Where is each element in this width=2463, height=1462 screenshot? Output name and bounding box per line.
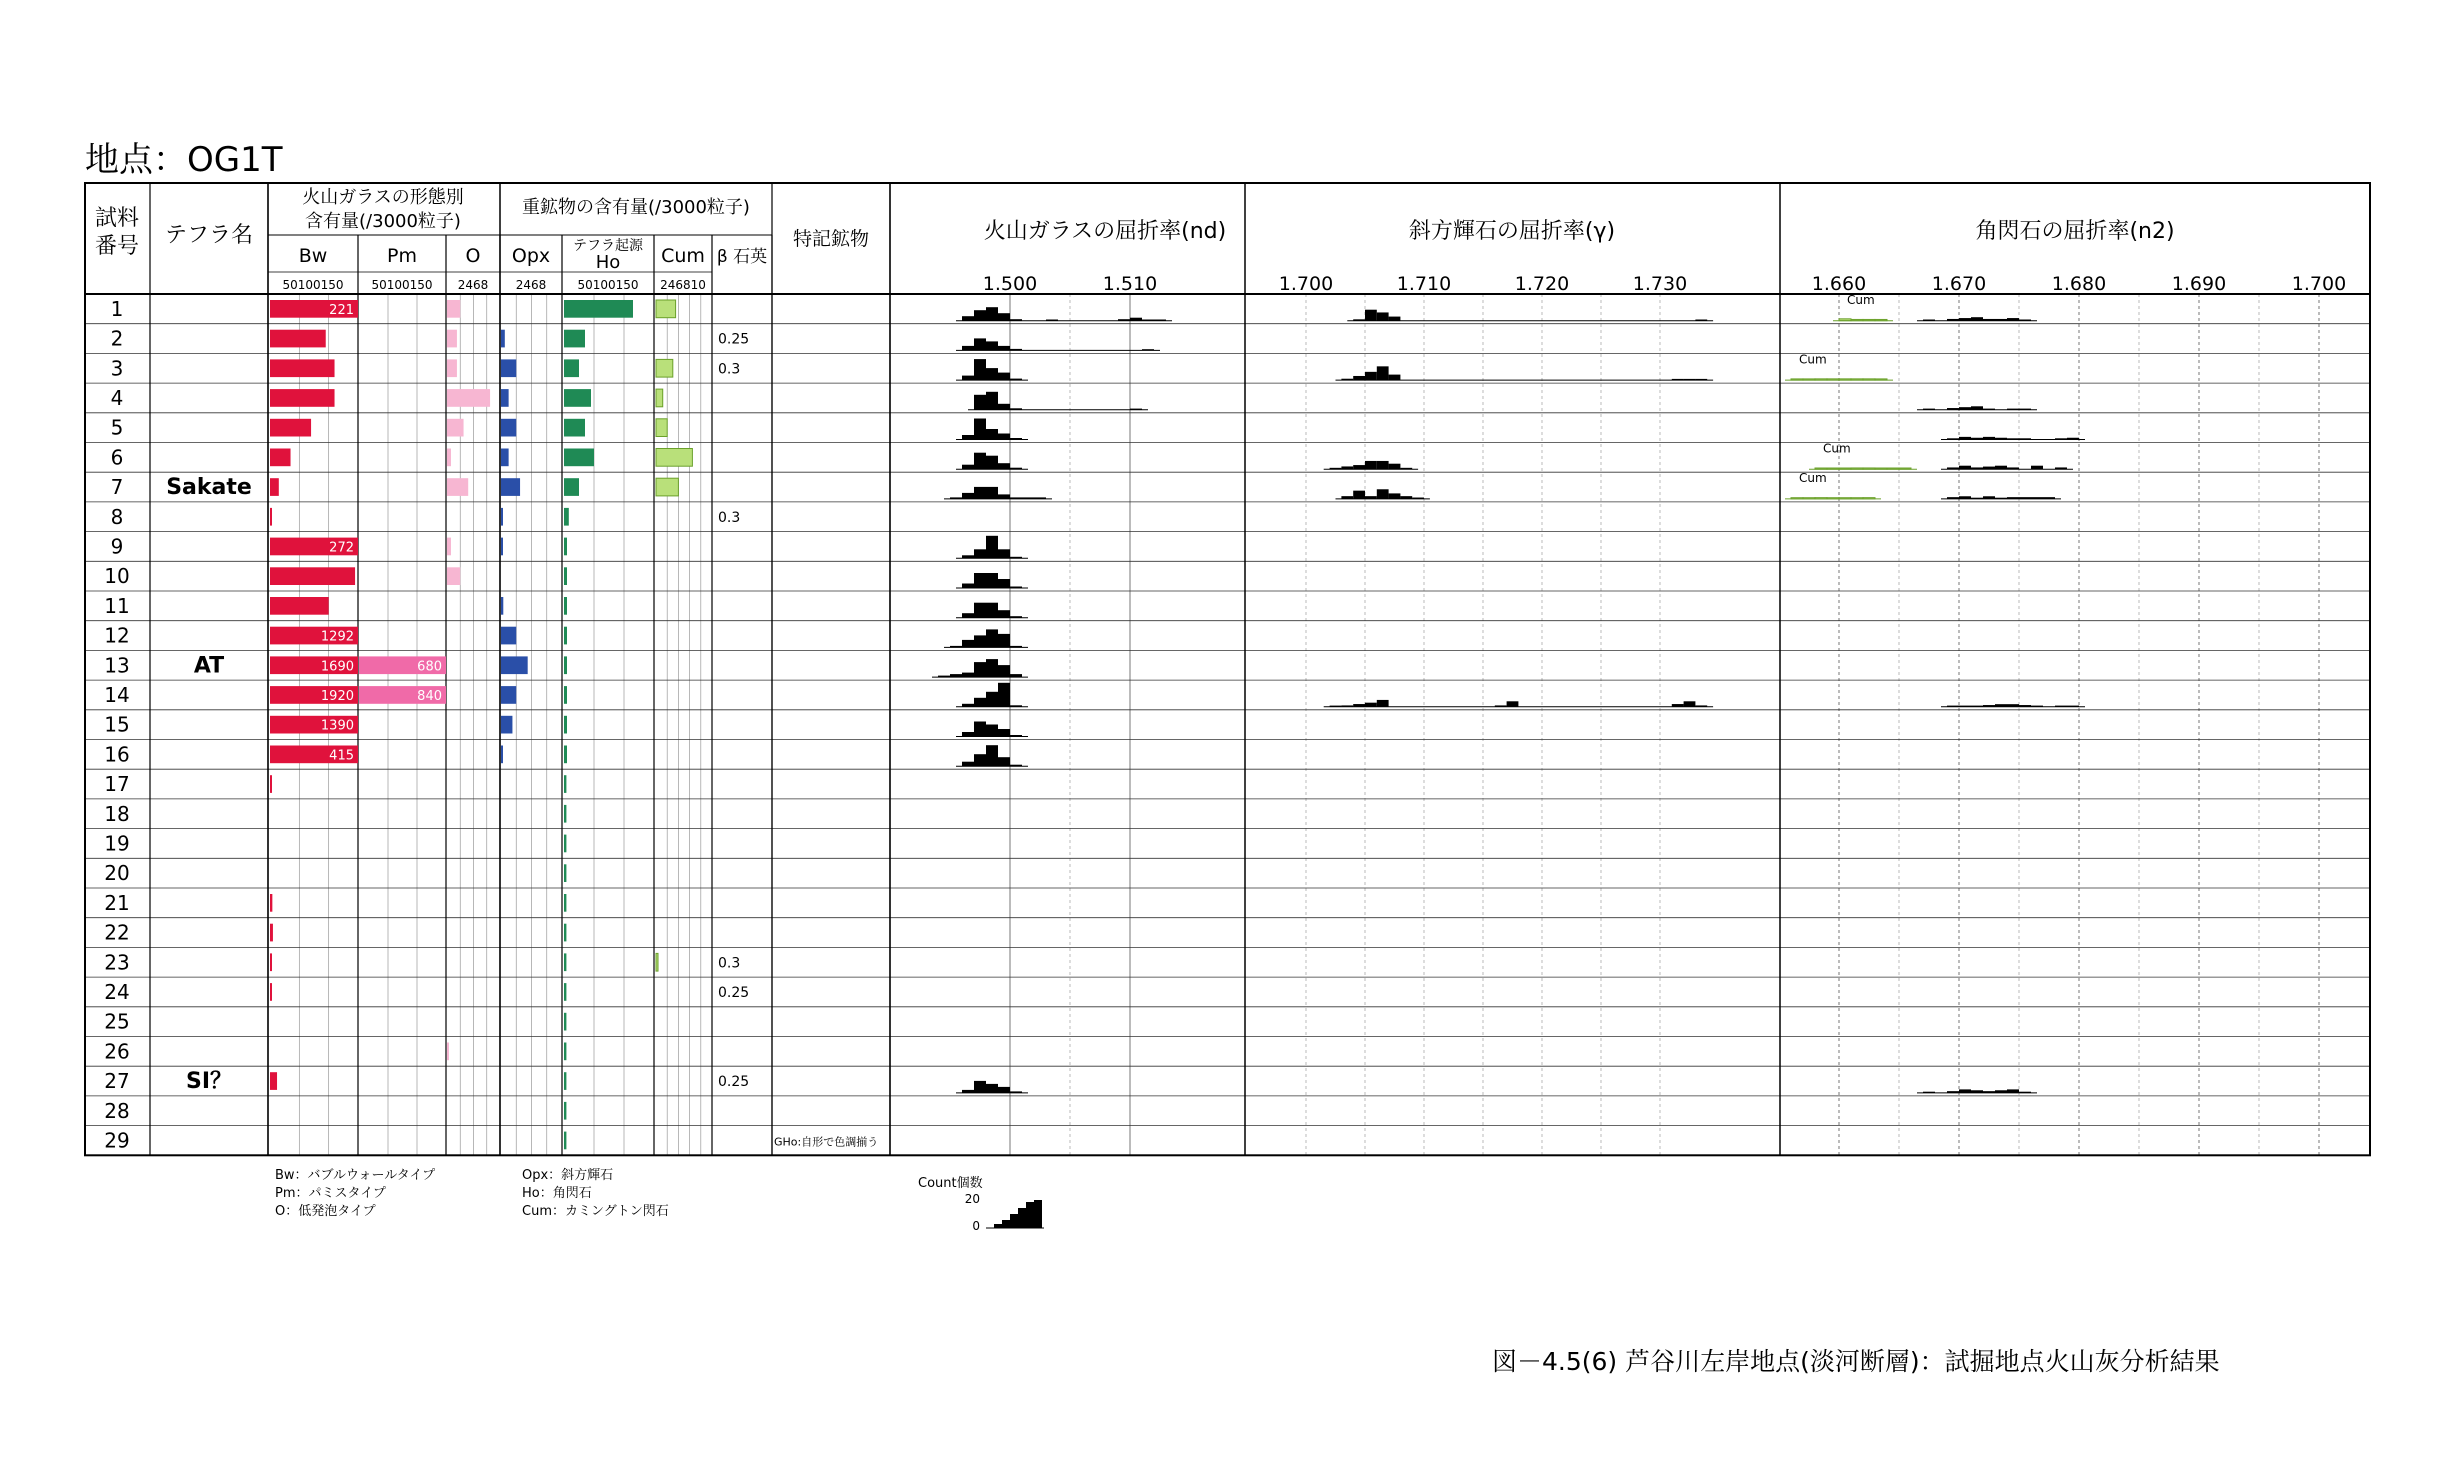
ho-hist-bar [2031,466,2043,470]
header-pm: Pm [387,245,417,267]
ho-bar [564,1072,566,1090]
opx-ri-tick-label: 1.700 [1278,273,1334,295]
sample-number: 12 [104,623,130,648]
bw-bar [270,775,272,793]
ho-bar [564,1102,566,1120]
opx-hist-bar [1377,312,1389,320]
ho-bar [564,389,591,407]
count-legend-min: 0 [972,1219,980,1233]
count-legend-bar [1026,1202,1034,1228]
sample-number: 29 [104,1128,130,1153]
legend-ho: Ho：角閃石 [522,1186,592,1201]
subscale-o: 2468 [457,278,489,292]
opx-hist-bar [1389,493,1401,499]
glass-hist-bar [998,346,1010,351]
header-heavy-group: 重鉱物の含有量(/3000粒子) [522,197,750,218]
glass-hist-bar [962,673,974,678]
glass-hist-bar [986,429,998,440]
sample-number: 7 [110,475,124,500]
opx-hist-bar [1353,491,1365,499]
bw-bar [270,1072,277,1090]
glass-hist-bar [962,376,974,381]
o-bar [447,330,457,348]
header-sample-no: 番号 [94,234,140,259]
ho-bar [564,419,585,437]
cum-bar [656,419,667,437]
glass-hist-bar [986,659,998,677]
glass-hist-bar [986,573,998,588]
quartz-value: 0.3 [718,361,741,378]
glass-hist-bar [998,434,1010,440]
ho-bar [564,567,567,585]
bw-bar-label: 1292 [320,629,354,645]
opx-hist-bar [1684,701,1696,707]
glass-hist-bar [998,404,1010,410]
glass-hist-bar [962,493,974,499]
ho-hist-bar [2007,1089,2019,1093]
sample-number: 28 [104,1098,130,1123]
header-opx-ri: 斜方輝石の屈折率(γ) [1408,219,1616,244]
subscale-cum: 246810 [660,278,706,292]
glass-hist-bar [998,1087,1010,1093]
glass-hist-bar [998,549,1010,558]
ho-hist-bar [1971,406,1983,410]
bw-bar [270,389,335,407]
legend-pm: Pm：パミスタイプ [275,1186,386,1201]
glass-hist-bar [974,310,986,321]
header-bw: Bw [298,245,328,267]
glass-hist-bar [998,634,1010,648]
glass-hist-bar [974,722,986,737]
legend-opx: Opx：斜方輝石 [522,1168,614,1183]
bw-bar [270,894,272,912]
ho-ri-tick-label: 1.690 [2171,273,2227,295]
glass-hist-bar [962,346,974,351]
sample-number: 10 [104,564,130,589]
sample-number: 21 [104,890,130,915]
legend-o: O：低発泡タイプ [275,1204,376,1219]
glass-hist-bar [998,665,1010,677]
o-bar [447,1043,449,1061]
sample-number: 22 [104,920,130,945]
cum-hist-label: Cum [1847,293,1875,307]
header-ho: Ho [595,252,621,273]
sample-number: 19 [104,831,130,856]
opx-hist-bar [1353,465,1365,469]
sample-number: 23 [104,950,130,975]
glass-hist-bar [986,692,998,707]
sample-number: 5 [110,415,124,440]
opx-hist-bar [1365,372,1377,380]
tephra-name: AT [193,653,225,679]
bw-bar-label: 272 [329,540,354,556]
glass-hist-bar [998,729,1010,737]
sample-number: 25 [104,1009,130,1034]
opx-hist-bar [1389,375,1401,381]
o-bar [447,478,468,496]
glass-hist-bar [998,313,1010,321]
glass-hist-bar [974,635,986,647]
glass-hist-bar [986,368,998,380]
sample-number: 20 [104,861,130,886]
subscale-bw: 50100150 [282,278,344,292]
cum-bar [656,359,673,377]
glass-hist-bar [962,640,974,648]
ho-hist-bar [1959,466,1971,470]
ho-ri-tick-label: 1.660 [1811,273,1867,295]
count-legend-label: Count個数 [918,1176,983,1191]
cum-hist-label: Cum [1799,352,1827,367]
opx-hist-bar [1377,700,1389,707]
glass-hist-bar [986,603,998,618]
ho-bar [564,300,633,318]
glass-hist-bar [986,307,998,321]
glass-hist-bar [986,392,998,410]
o-bar [447,389,490,407]
bw-bar [270,924,273,942]
glass-hist-bar [962,584,974,589]
glass-hist-bar [998,579,1010,588]
sample-number: 14 [104,682,130,707]
count-legend-bar [1034,1200,1042,1228]
opx-bar [501,419,516,437]
legend-cum: Cum：カミングトン閃石 [522,1204,669,1219]
ho-hist-bar [1995,466,2007,470]
ho-ri-tick-label: 1.670 [1931,273,1987,295]
opx-bar [501,597,503,615]
opx-bar [501,478,520,496]
glass-hist-bar [962,316,974,321]
header-ho: テフラ起源 [573,238,643,254]
header-glass-group: 含有量(/3000粒子) [305,211,461,232]
glass-hist-bar [998,757,1010,766]
ho-bar [564,508,569,526]
pm-bar-label: 680 [417,659,442,675]
glass-hist-bar [962,613,974,618]
glass-hist-bar [974,698,986,707]
sample-number: 9 [110,534,124,559]
glass-hist-bar [986,725,998,737]
ho-bar [564,953,566,971]
ho-bar [564,775,566,793]
bw-bar [270,597,329,615]
quartz-value: 0.3 [718,955,741,972]
ho-hist-bar [1971,317,1983,321]
cum-hist-label: Cum [1823,441,1851,456]
header-quartz: β 石英 [716,247,768,267]
bw-bar [270,359,335,377]
opx-bar [501,716,512,734]
bw-bar [270,330,326,348]
bw-bar-label: 221 [329,302,354,318]
header-o: O [465,245,481,267]
opx-ri-tick-label: 1.730 [1632,273,1688,295]
legend-glass-types [275,1167,435,1221]
count-legend-max: 20 [964,1192,980,1206]
header-glass-ri: 火山ガラスの屈折率(nd) [983,219,1227,244]
glass-hist-bar [974,338,986,350]
sample-number: 11 [104,593,130,618]
ho-bar [564,835,566,853]
opx-bar [501,627,516,645]
opx-bar [501,538,503,556]
ho-bar [564,1043,566,1061]
ho-ri-tick-label: 1.680 [2051,273,2107,295]
ho-bar [564,478,579,496]
bw-bar [270,983,272,1001]
ho-bar [564,1013,566,1031]
count-legend-bar [1010,1214,1018,1228]
header-opx: Opx [511,245,551,267]
glass-hist-bar [986,536,998,559]
o-bar [447,567,460,585]
sample-number: 27 [104,1069,130,1094]
ho-bar [564,359,579,377]
quartz-value: 0.25 [718,1074,750,1091]
opx-bar [501,508,503,526]
opx-hist-bar [1389,317,1401,321]
glass-hist-bar [962,465,974,470]
glass-hist-bar [974,754,986,766]
glass-hist-bar [962,732,974,737]
opx-bar [501,330,505,348]
header-tephra-name: テフラ名 [164,223,254,248]
sample-number: 24 [104,979,130,1004]
ho-bar [564,627,567,645]
glass-hist-bar [998,683,1010,707]
glass-hist-bar [998,494,1010,499]
sample-number: 2 [110,326,124,351]
tephra-name: Sakate [166,475,252,501]
ho-bar [564,597,567,615]
glass-hist-bar [962,762,974,767]
glass-hist-bar [974,573,986,588]
legend-bw: Bw：バブルウォールタイプ [275,1168,436,1183]
opx-hist-bar [1365,703,1377,707]
ho-bar [564,449,594,467]
header-cum: Cum [661,245,705,267]
count-legend-bar [1002,1220,1010,1228]
opx-hist-bar [1377,366,1389,380]
bw-bar [270,478,279,496]
bw-bar [270,953,272,971]
bw-bar-label: 1920 [320,688,354,704]
sample-number: 1 [110,296,124,321]
header-glass-group: 火山ガラスの形態別 [302,187,464,208]
cum-bar [656,389,663,407]
opx-hist-bar [1377,461,1389,469]
pm-bar-label: 840 [417,688,442,704]
sample-number: 13 [104,653,130,678]
opx-hist-bar [1377,489,1389,499]
ho-bar [564,330,585,348]
glass-hist-bar [974,603,986,618]
glass-ri-tick-label: 1.510 [1102,273,1158,295]
glass-hist-bar [974,419,986,440]
cum-hist-label: Cum [1799,471,1827,486]
sample-number: 6 [110,445,124,470]
glass-hist-bar [974,1081,986,1093]
ho-bar [564,924,566,942]
glass-hist-bar [986,629,998,647]
opx-ri-tick-label: 1.710 [1396,273,1452,295]
glass-hist-bar [986,1084,998,1093]
sample-number: 18 [104,801,130,826]
cum-bar [656,449,692,467]
glass-hist-bar [986,456,998,470]
ho-bar [564,864,566,882]
header-special: 特記鉱物 [792,228,870,250]
opx-bar [501,686,516,704]
header-sample-no: 試料 [94,206,140,231]
count-legend-bar [1018,1208,1026,1228]
ho-bar [564,686,567,704]
ho-ri-tick-label: 1.700 [2291,273,2347,295]
opx-bar [501,359,516,377]
sample-number: 15 [104,712,130,737]
figure-caption: 図－4.5(6) 芦谷川左岸地点(淡河断層)：試掘地点火山灰分析結果 [1492,1347,2220,1376]
glass-hist-bar [974,359,986,380]
tephra-name: SI？ [185,1069,233,1095]
opx-bar [501,656,528,674]
glass-hist-bar [974,487,986,499]
subscale-ho: 50100150 [577,278,639,292]
ho-hist-bar [1959,1089,1971,1093]
ho-bar [564,1132,566,1150]
o-bar [447,538,451,556]
special-mineral-note: GHo:自形で色調揃う [774,1135,879,1149]
glass-hist-bar [998,610,1010,618]
bw-bar [270,449,291,467]
legend-minerals [522,1167,669,1221]
opx-ri-tick-label: 1.720 [1514,273,1570,295]
opx-hist-bar [1365,310,1377,321]
opx-bar [501,746,503,764]
ho-bar [564,656,567,674]
glass-hist-bar [962,435,974,440]
glass-hist-bar [986,487,998,499]
cum-bar [656,478,678,496]
bw-bar [270,508,272,526]
opx-hist-bar [1365,461,1377,469]
bw-bar [270,567,355,585]
ho-bar [564,805,566,823]
opx-hist-bar [1353,376,1365,380]
subscale-pm: 50100150 [371,278,433,292]
header-ho-ri: 角閃石の屈折率(n2) [1975,219,2175,244]
bw-bar-label: 1390 [320,718,354,734]
glass-hist-bar [974,453,986,470]
subscale-opx: 2468 [515,278,547,292]
bw-bar [270,419,311,437]
bw-bar-label: 1690 [320,659,354,675]
opx-hist-bar [1507,701,1519,707]
ho-bar [564,894,566,912]
glass-hist-bar [974,395,986,410]
quartz-value: 0.25 [718,331,750,348]
glass-hist-bar [986,745,998,766]
bw-bar-label: 415 [329,748,354,764]
quartz-value: 0.25 [718,984,750,1001]
o-bar [447,300,460,318]
ho-bar [564,716,567,734]
count-legend-bar [994,1224,1002,1228]
opx-hist-bar [1389,464,1401,470]
glass-hist-bar [986,341,998,350]
cum-bar [656,953,658,971]
glass-hist-bar [974,662,986,677]
glass-hist-bar [998,463,1010,469]
cum-bar [656,300,676,318]
ho-bar [564,983,566,1001]
sample-number: 3 [110,356,124,381]
sample-number: 16 [104,742,130,767]
sample-number: 26 [104,1039,130,1064]
o-bar [447,359,457,377]
ho-bar [564,746,567,764]
opx-bar [501,389,509,407]
opx-bar [501,449,509,467]
ho-bar [564,538,567,556]
page-title: 地点：OG1T [85,140,283,180]
glass-hist-bar [974,549,986,558]
sample-number: 8 [110,504,124,529]
o-bar [447,449,451,467]
sample-number: 4 [110,385,124,410]
glass-ri-tick-label: 1.500 [982,273,1038,295]
glass-hist-bar [998,373,1010,381]
sample-number: 17 [104,772,130,797]
o-bar [447,419,464,437]
quartz-value: 0.3 [718,509,741,526]
